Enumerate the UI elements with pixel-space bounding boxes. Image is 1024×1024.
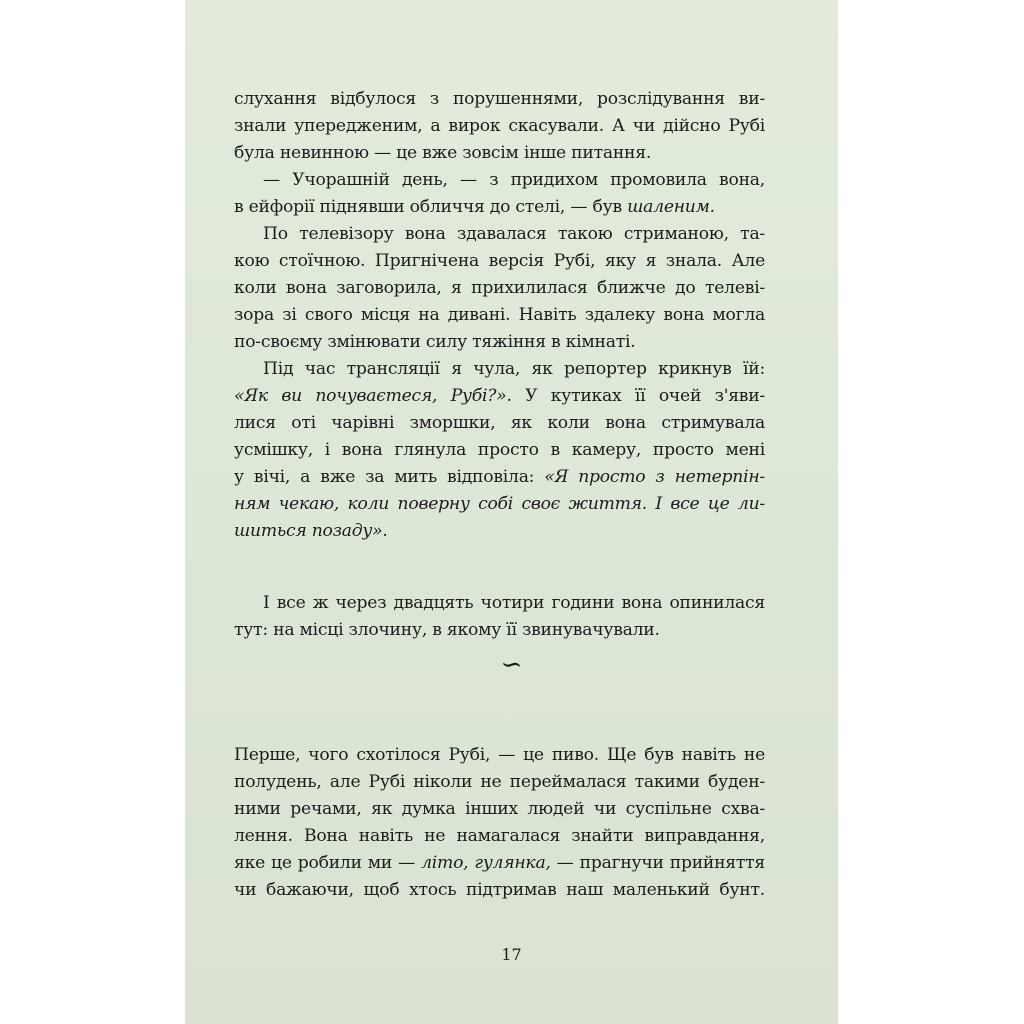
text-segment: — прагнучи прийняття (550, 853, 766, 873)
text-segment: Перше, чого схотілося Рубі, — це пиво. Ще був навіть не (234, 745, 765, 765)
text-line (234, 769, 765, 796)
italic-text: «Я просто з нетерпін- (544, 467, 765, 487)
text-segment: полудень, але Рубі ніколи не переймалася такими буден- (234, 772, 765, 792)
text-line (234, 383, 765, 410)
text-line (234, 194, 765, 221)
text-segment: слухання відбулося з порушеннями, розслідування ви- (234, 89, 765, 109)
text-line (234, 410, 765, 437)
paragraph-block-crime-scene (234, 590, 765, 644)
text-line (234, 275, 765, 302)
text-line (234, 86, 765, 113)
text-line (234, 590, 765, 617)
text-segment: в ейфорії піднявши обличчя до стелі, — був (234, 197, 628, 217)
text-line (234, 437, 765, 464)
book-page (185, 0, 838, 1024)
text-segment: тут: на місці злочину, в якому її звинувачували. (234, 620, 660, 640)
text-line (234, 823, 765, 850)
text-segment: — Учорашній день, — з придихом промовила вона, (263, 170, 765, 190)
italic-text: шаленим. (627, 197, 715, 217)
text-segment: І все ж через двадцять чотири години вона опинилася (263, 593, 765, 613)
text-line (234, 140, 765, 167)
text-segment: По телевізору вона здавалася такою стриманою, та- (263, 224, 765, 244)
text-segment: була невинною — це вже зовсім інше питання. (234, 143, 652, 163)
text-segment: . У кутиках її очей з'яви- (506, 386, 765, 406)
text-line (234, 356, 765, 383)
italic-text: «Як ви почуваєтеся, Рубі?» (234, 386, 507, 406)
text-line (234, 518, 765, 545)
text-segment: Під час трансляції я чула, як репортер крикнув їй: (263, 359, 765, 379)
text-segment: ними речами, як думка інших людей чи суспільне схва- (234, 799, 765, 819)
italic-text: шиться позаду» (234, 521, 383, 541)
section-break-ornament-icon: ∽ (500, 650, 523, 680)
text-segment: . (382, 521, 388, 541)
text-line (234, 796, 765, 823)
text-segment: усмішку, і вона глянула просто в камеру, просто мені (234, 440, 765, 460)
paragraph-block-opening (234, 86, 765, 545)
text-segment: лення. Вона навіть не намагалася знайти виправдання, (234, 826, 765, 846)
italic-text: літо, гулянка, (421, 853, 551, 873)
text-line (234, 167, 765, 194)
text-segment: знали упередженим, а вирок скасували. А чи дійсно Рубі (234, 116, 765, 136)
text-segment: зора зі свого місця на дивані. Навіть здалеку вона могла (234, 305, 765, 325)
text-segment: чи бажаючи, щоб хтось підтримав наш маленький бунт. (234, 880, 765, 900)
text-line (234, 742, 765, 769)
page-number: 17 (501, 945, 522, 964)
text-segment: коли вона заговорила, я прихилилася ближче до телеві- (234, 278, 765, 298)
text-segment: яке це робили ми — (234, 853, 422, 873)
text-segment: у вічі, а вже за мить відповіла: (234, 467, 545, 487)
text-line (234, 221, 765, 248)
text-line (234, 850, 765, 877)
text-line (234, 248, 765, 275)
text-segment: кою стоїчною. Пригнічена версія Рубі, яку я знала. Але (234, 251, 765, 271)
text-line (234, 617, 765, 644)
text-line (234, 491, 765, 518)
text-segment: лися оті чарівні зморшки, як коли вона стримувала (234, 413, 765, 433)
paragraph-block-new-section (234, 742, 765, 904)
text-line (234, 877, 765, 904)
text-line (234, 464, 765, 491)
text-line (234, 329, 765, 356)
text-line (234, 302, 765, 329)
text-segment: по-своєму змінювати силу тяжіння в кімнаті. (234, 332, 636, 352)
italic-text: ням чекаю, коли поверну собі своє життя. І все це ли- (234, 494, 765, 514)
text-line (234, 113, 765, 140)
